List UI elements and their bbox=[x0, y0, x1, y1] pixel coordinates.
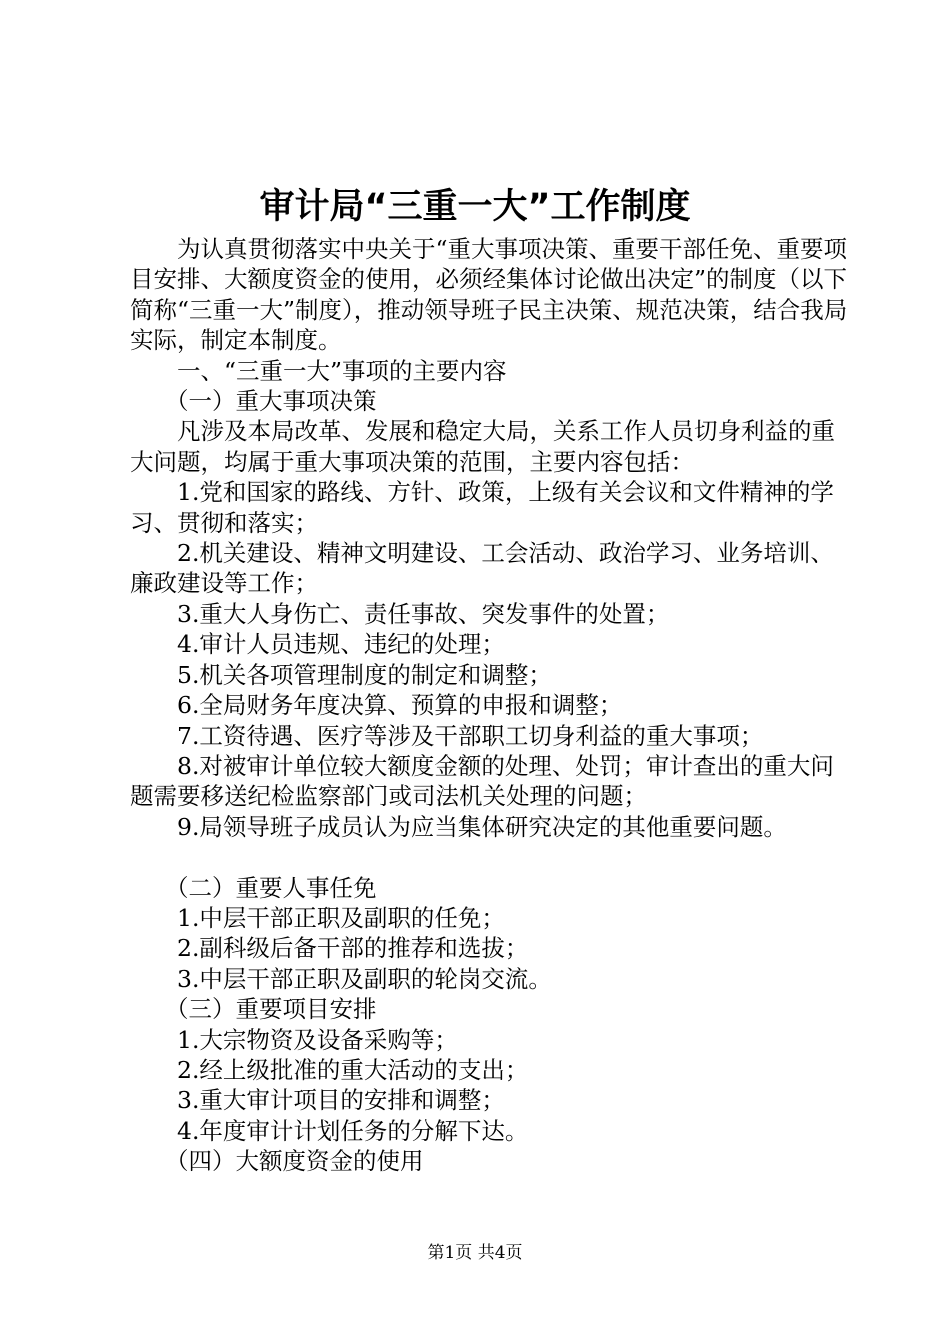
section-heading-1: 一、“三重一大”事项的主要内容 bbox=[177, 356, 507, 385]
list-item: 4.年度审计计划任务的分解下达。 bbox=[177, 1116, 529, 1145]
page-footer: 第1页 共4页 bbox=[427, 1243, 523, 1263]
document-title: 审计局“三重一大”工作制度 bbox=[259, 187, 691, 227]
blank-line bbox=[130, 842, 850, 872]
list-item: 2.机关建设、精神文明建设、工会活动、政治学习、业务培训、廉政建设等工作； bbox=[130, 539, 834, 598]
list-item: 5.机关各项管理制度的制定和调整； bbox=[177, 660, 552, 689]
subsection-heading-major-decisions: （一）重大事项决策 bbox=[165, 387, 377, 416]
document-body bbox=[130, 234, 850, 1177]
list-item: 7.工资待遇、医疗等涉及干部职工切身利益的重大事项； bbox=[177, 721, 764, 750]
intro-paragraph: 为认真贯彻落实中央关于“重大事项决策、重要干部任免、重要项目安排、大额度资金的使用，必须经集体讨论做出决定”的制度（以下简称“三重一大”制度），推动领导班子民主决策、规范决策，结合我局实际，制定本制度。 bbox=[130, 235, 848, 355]
list-item: 2.副科级后备干部的推荐和选拔； bbox=[177, 934, 529, 963]
list-item: 3.重大人身伤亡、责任事故、突发事件的处置； bbox=[177, 599, 670, 628]
list-item: 8.对被审计单位较大额度金额的处理、处罚；审计查出的重大问题需要移送纪检监察部门或司法机关处理的问题； bbox=[130, 751, 834, 811]
list-item: 1.中层干部正职及副职的任免； bbox=[177, 903, 505, 932]
list-item: 9.局领导班子成员认为应当集体研究决定的其他重要问题。 bbox=[177, 812, 787, 841]
list-item: 3.中层干部正职及副职的轮岗交流。 bbox=[177, 964, 552, 993]
subsection-heading-personnel: （二）重要人事任免 bbox=[165, 873, 377, 902]
major-decisions-intro: 凡涉及本局改革、发展和稳定大局，关系工作人员切身利益的重大问题，均属于重大事项决策的范围，主要内容包括： bbox=[130, 417, 835, 476]
list-item: 3.重大审计项目的安排和调整； bbox=[177, 1086, 505, 1115]
list-item: 1.大宗物资及设备采购等； bbox=[177, 1025, 458, 1054]
subsection-heading-funds: （四）大额度资金的使用 bbox=[165, 1147, 424, 1176]
list-item: 4.审计人员违规、违纪的处理； bbox=[177, 630, 505, 659]
list-item: 6.全局财务年度决算、预算的申报和调整； bbox=[177, 691, 623, 720]
list-item: 1.党和国家的路线、方针、政策，上级有关会议和文件精神的学习、贯彻和落实； bbox=[130, 478, 834, 537]
list-item: 2.经上级批准的重大活动的支出； bbox=[177, 1055, 529, 1084]
subsection-heading-projects: （三）重要项目安排 bbox=[165, 995, 377, 1024]
